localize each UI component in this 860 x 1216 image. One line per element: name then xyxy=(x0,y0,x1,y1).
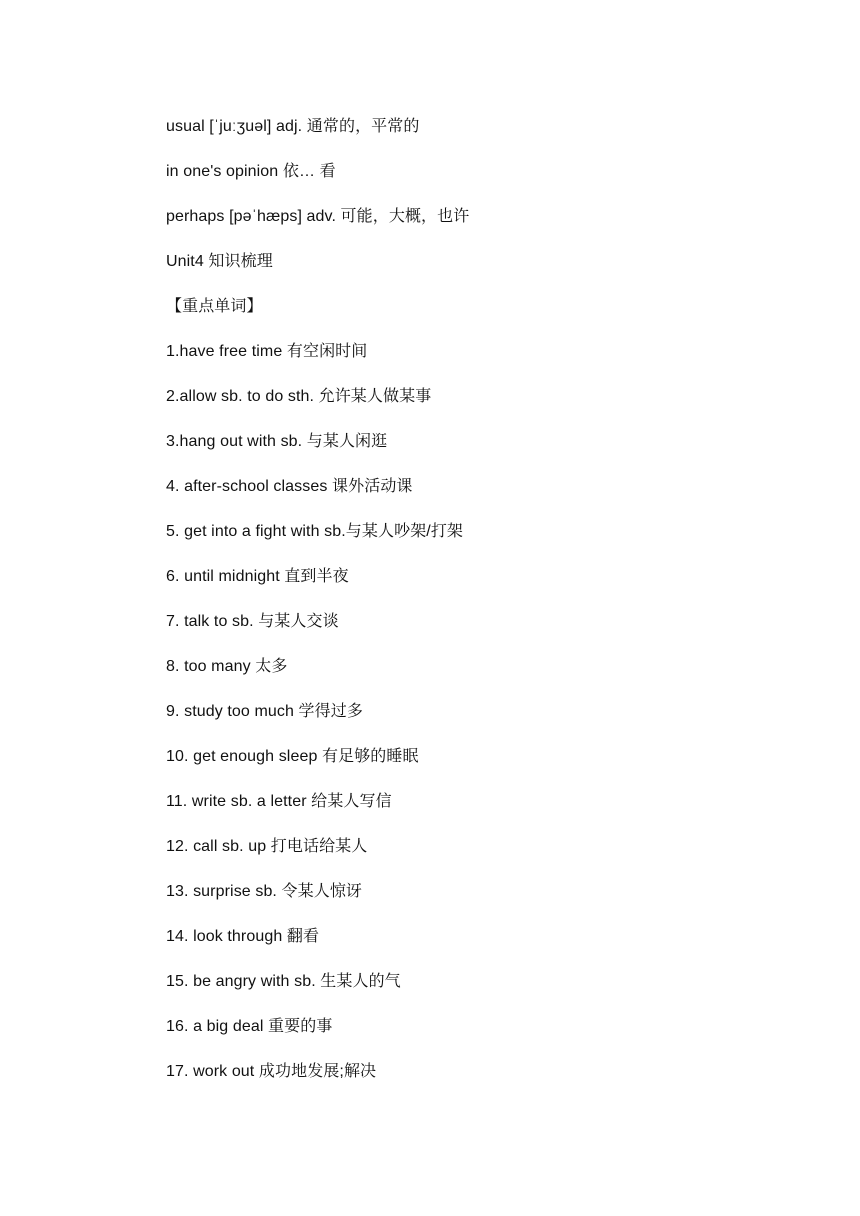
section-heading: 【重点单词】 xyxy=(166,298,263,315)
list-item: 17. work out 成功地发展;解决 xyxy=(166,1063,377,1080)
list-item: 2.allow sb. to do sth. 允许某人做某事 xyxy=(166,388,432,405)
list-item: 6. until midnight 直到半夜 xyxy=(166,568,349,585)
list-item: 3.hang out with sb. 与某人闲逛 xyxy=(166,433,388,450)
list-item: 14. look through 翻看 xyxy=(166,928,320,945)
list-item: 9. study too much 学得过多 xyxy=(166,703,363,720)
list-item: 4. after-school classes 课外活动课 xyxy=(166,478,413,495)
list-item: 13. surprise sb. 令某人惊讶 xyxy=(166,883,363,900)
unit-heading: Unit4 知识梳理 xyxy=(166,253,273,270)
list-item: 10. get enough sleep 有足够的睡眠 xyxy=(166,748,419,765)
list-item: 12. call sb. up 打电话给某人 xyxy=(166,838,368,855)
list-item: 7. talk to sb. 与某人交谈 xyxy=(166,613,339,630)
list-item: 15. be angry with sb. 生某人的气 xyxy=(166,973,401,990)
list-item: 8. too many 太多 xyxy=(166,658,288,675)
vocab-line-perhaps: perhaps [pəˈhæps] adv. 可能，大概，也许 xyxy=(166,208,470,225)
list-item: 16. a big deal 重要的事 xyxy=(166,1018,333,1035)
list-item: 11. write sb. a letter 给某人写信 xyxy=(166,793,392,810)
vocab-line-opinion: in one's opinion 依… 看 xyxy=(166,163,336,180)
list-item: 5. get into a fight with sb.与某人吵架/打架 xyxy=(166,523,464,540)
vocab-line-usual: usual [ˈjuːʒuəl] adj. 通常的，平常的 xyxy=(166,118,420,135)
list-item: 1.have free time 有空闲时间 xyxy=(166,343,368,360)
